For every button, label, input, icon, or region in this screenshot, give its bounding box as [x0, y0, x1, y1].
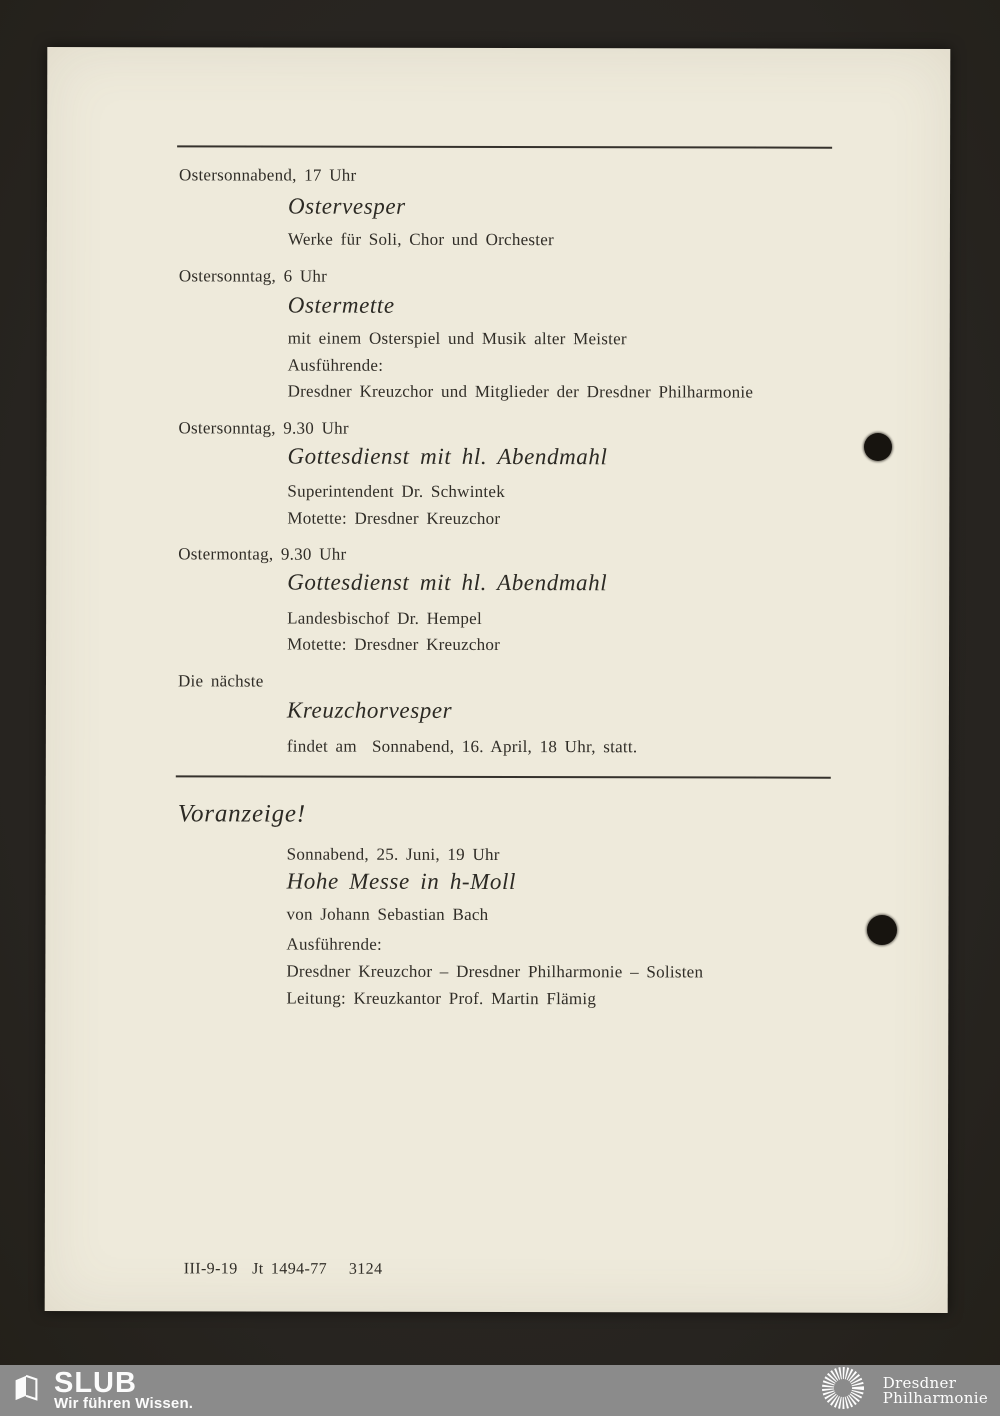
event-title: Ostervesper — [287, 193, 406, 219]
sunburst-icon — [821, 1366, 865, 1415]
event-title: Gottesdienst mit hl. Abendmahl — [287, 569, 608, 596]
event-datetime: Ostermontag, 9.30 Uhr — [178, 544, 347, 564]
philharmonie-wordmark-line2: Philharmonie — [882, 1388, 988, 1407]
philharmonie-wordmark-line1: Dresdner — [882, 1373, 957, 1392]
announcement-line: Ausführende: — [286, 934, 382, 954]
announcement-heading: Voranzeige! — [177, 800, 306, 828]
slub-wordmark: SLUB — [54, 1366, 137, 1399]
punch-hole — [864, 433, 892, 461]
reference-code: III-9-19 Jt 1494-77 3124 — [183, 1260, 383, 1278]
document-page — [45, 47, 951, 1313]
philharmonie-logo — [821, 1366, 1000, 1415]
divider-bottom — [176, 775, 831, 778]
slub-logo — [0, 1366, 194, 1412]
event-datetime: Ostersonntag, 6 Uhr — [178, 266, 328, 286]
slub-tagline: Wir führen Wissen. — [54, 1394, 194, 1412]
announcement-line: von Johann Sebastian Bach — [286, 904, 489, 924]
event-line: Motette: Dresdner Kreuzchor — [287, 634, 501, 655]
event-line: Motette: Dresdner Kreuzchor — [287, 508, 501, 529]
event-datetime: Ostersonnabend, 17 Uhr — [179, 165, 357, 185]
divider-top — [177, 145, 832, 148]
footer-branding-bar — [0, 1365, 1000, 1416]
event-title: Ostermette — [287, 292, 395, 318]
announcement-date: Sonnabend, 25. Juni, 19 Uhr — [286, 844, 500, 865]
announcement-line: Dresdner Kreuzchor – Dresdner Philharmonie – Solisten — [286, 961, 704, 982]
event-line: Landesbischof Dr. Hempel — [287, 608, 482, 628]
event-line: Superintendent Dr. Schwintek — [287, 481, 505, 502]
event-title: Kreuzchorvesper — [286, 697, 453, 723]
event-line: Werke für Soli, Chor und Orchester — [287, 229, 554, 250]
announcement-title: Hohe Messe in h-Moll — [286, 868, 517, 895]
event-datetime: Die nächste — [177, 671, 264, 691]
event-line: mit einem Osterspiel und Musik alter Meister — [287, 328, 627, 349]
event-line: Dresdner Kreuzchor und Mitglieder der Dresdner Philharmonie — [287, 381, 754, 402]
announcement-line: Leitung: Kreuzkantor Prof. Martin Flämig — [286, 988, 597, 1009]
event-datetime: Ostersonntag, 9.30 Uhr — [178, 418, 349, 438]
punch-hole — [867, 915, 897, 945]
event-line: Ausführende: — [287, 355, 384, 375]
event-line: findet am Sonnabend, 16. April, 18 Uhr, statt. — [286, 736, 638, 757]
event-title: Gottesdienst mit hl. Abendmahl — [287, 443, 608, 470]
open-book-icon — [13, 1373, 39, 1408]
